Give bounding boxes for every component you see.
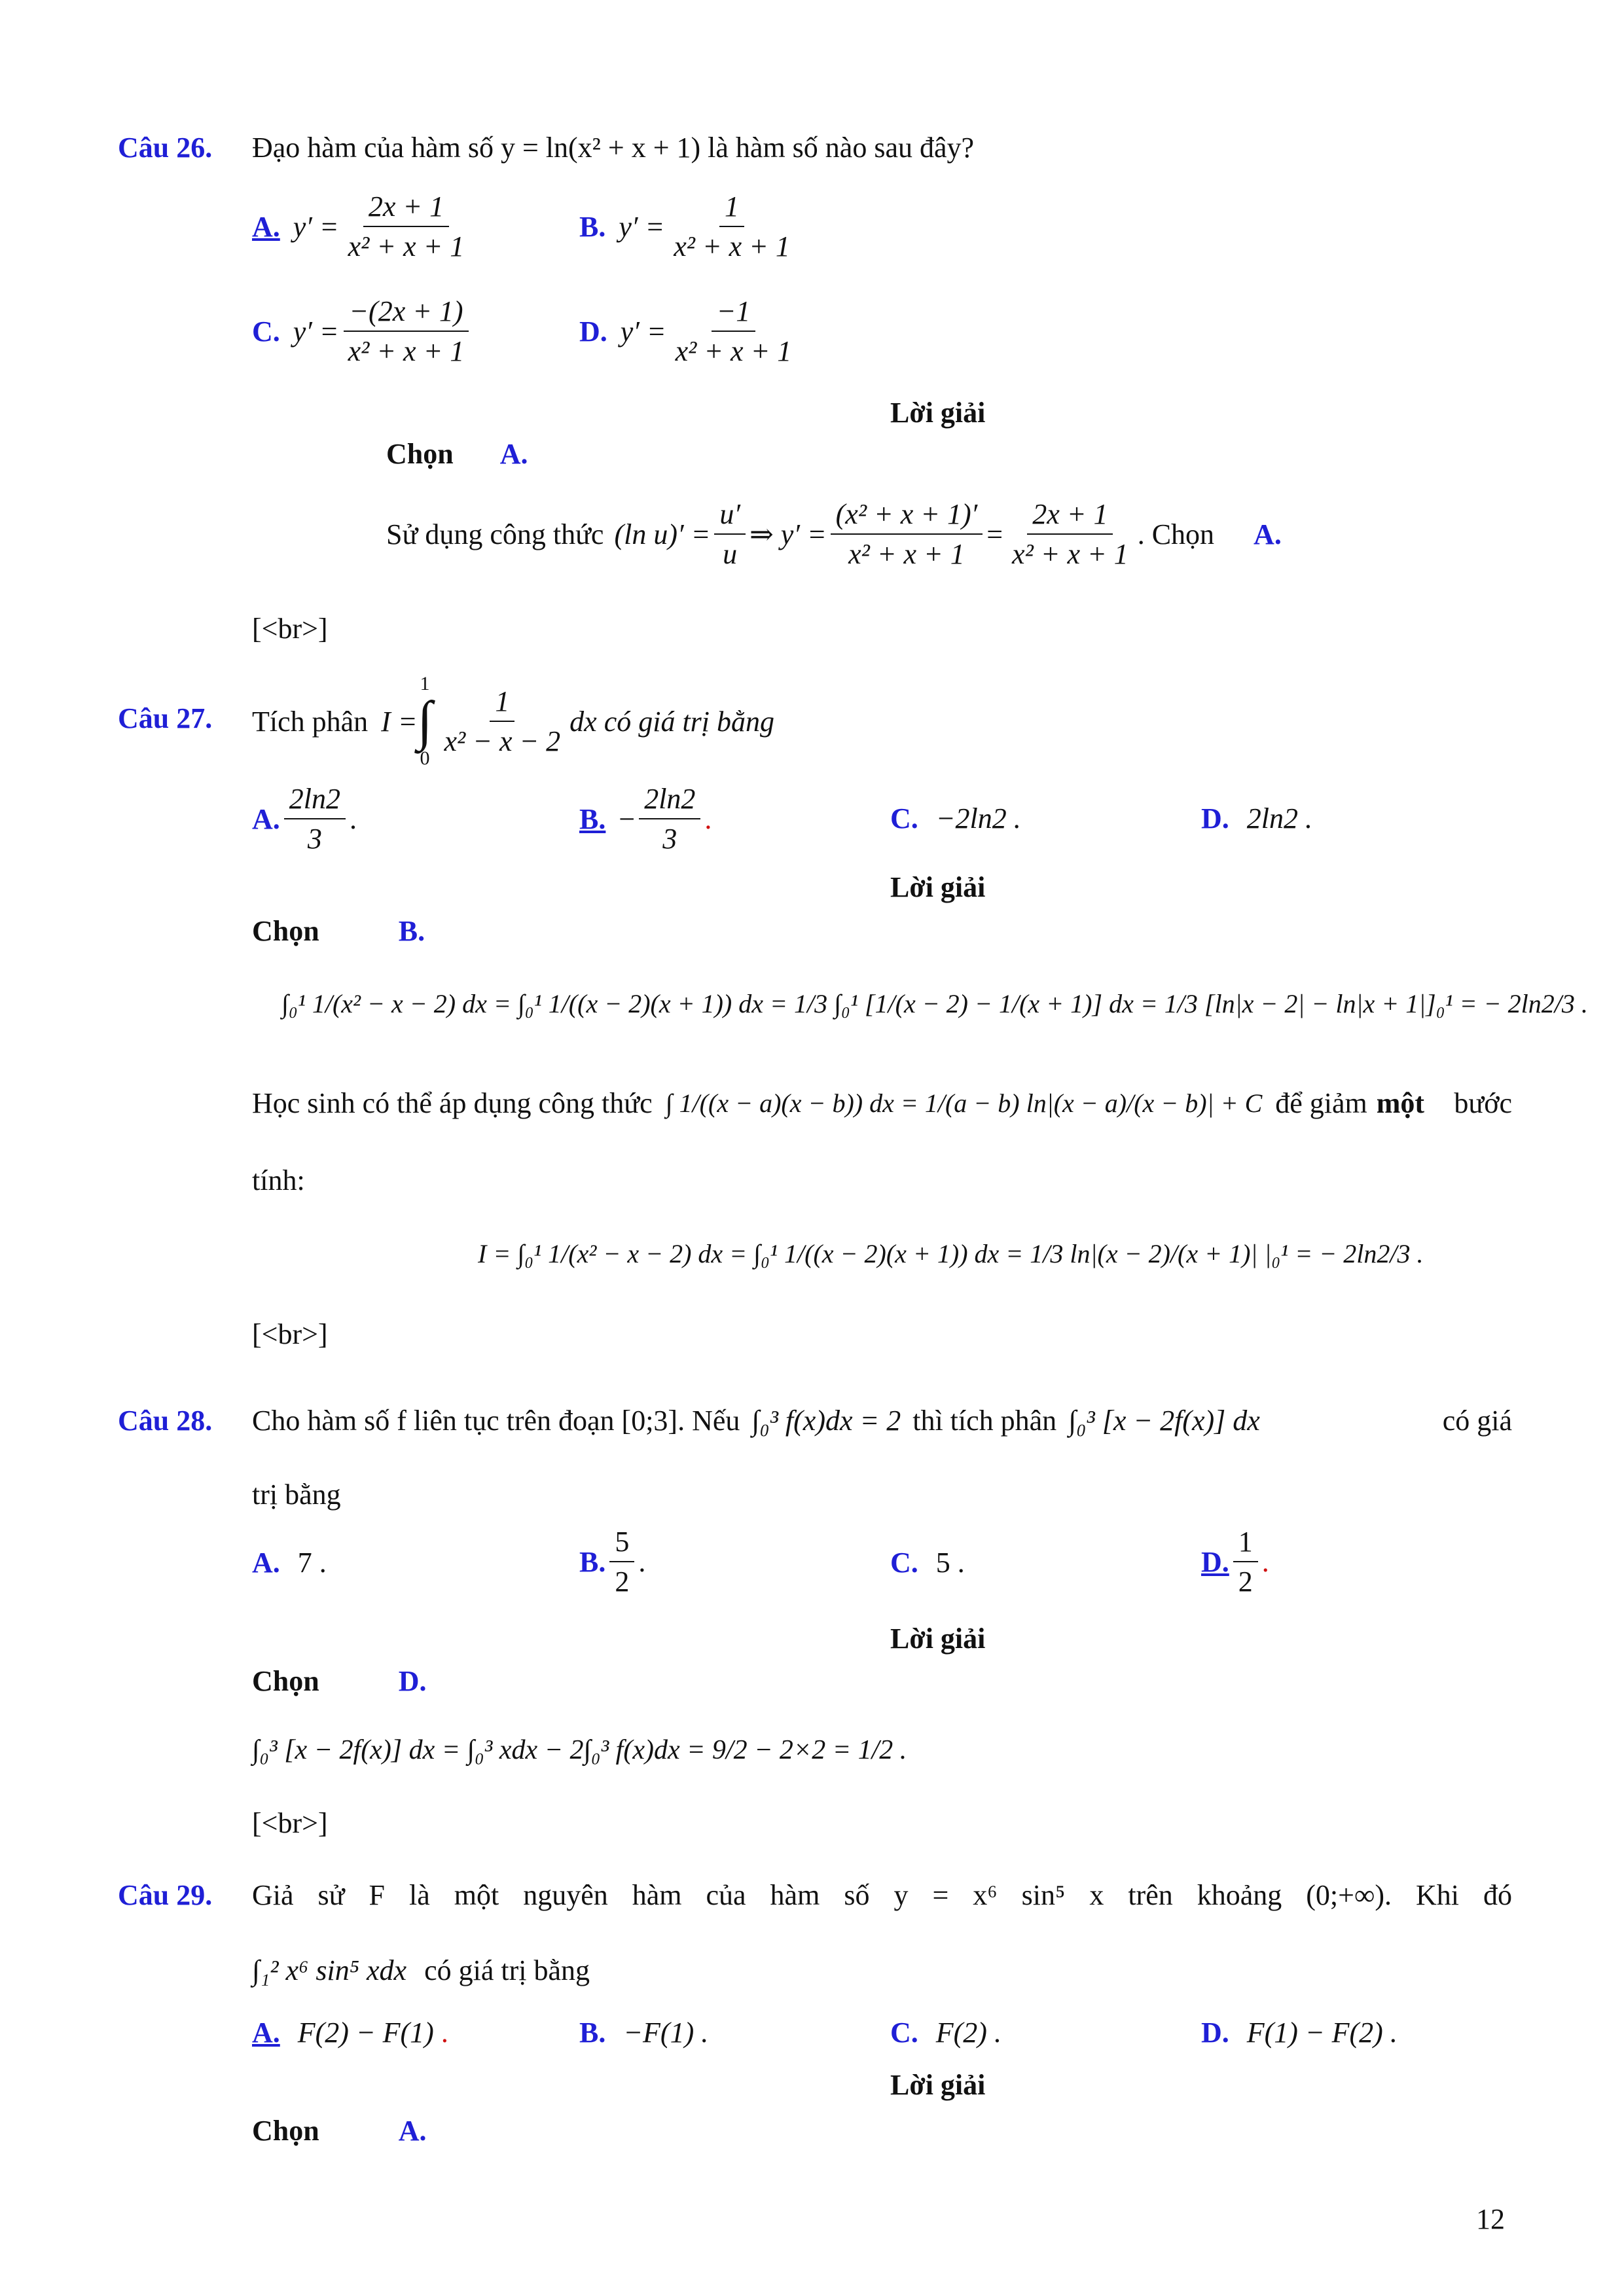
denominator: 2 <box>1238 1566 1253 1598</box>
question-26-stem: Đạo hàm của hàm số y = ln(x² + x + 1) là hàm số nào sau đây? <box>252 132 975 164</box>
question-26-answer <box>386 437 528 471</box>
question-26-label: Câu 26. <box>118 132 213 164</box>
option-fraction <box>609 1525 634 1598</box>
option-letter: D. <box>1201 2017 1229 2049</box>
lower-limit: 0 <box>420 747 430 769</box>
question-29-label: Câu 29. <box>118 1879 213 1911</box>
option-fraction <box>343 190 470 263</box>
stem-fraction <box>439 685 566 758</box>
numerator: 2ln2 <box>284 782 346 819</box>
option-prefix: − <box>619 802 636 835</box>
page-number: 12 <box>1476 2203 1505 2235</box>
question-26-option-a <box>252 190 473 263</box>
question-28-option-b <box>579 1525 645 1598</box>
option-fraction <box>1233 1525 1258 1598</box>
upper-limit: 1 <box>420 673 430 694</box>
option-suffix: . <box>1261 1545 1269 1578</box>
numerator: (x² + x + 1)′ <box>831 497 983 535</box>
question-28-solution-title: Lời giải <box>890 1623 986 1655</box>
question-26-formula <box>386 497 1282 571</box>
tip-text: bước <box>1454 1087 1512 1119</box>
stem-text: Giả sử F là một nguyên hàm của hàm số y = x⁶ sin⁵ x trên khoảng (0;+∞). Khi đó <box>252 1879 1512 1911</box>
formula-u-fraction <box>714 497 746 571</box>
question-27-solution-line-1: ∫₀¹ 1/(x² − x − 2) dx = ∫₀¹ 1/((x − 2)(x + 1)) dx = 1/3 ∫₀¹ [1/(x − 2) − 1/(x + 1)] dx = 1/3 [ln|x − 2| − ln|x + 1|]₀¹ = − 2ln2/3 . <box>281 989 1588 1018</box>
option-letter: C. <box>890 2017 918 2049</box>
question-29-option-a <box>252 2016 448 2049</box>
question-29-answer <box>252 2114 427 2147</box>
option-letter: A. <box>252 1547 280 1579</box>
denominator: x² − x − 2 <box>444 725 561 757</box>
numerator: 2x + 1 <box>1027 497 1113 535</box>
option-letter: B. <box>579 2017 606 2049</box>
option-text: 5 . <box>935 1547 965 1579</box>
option-text: F(2) . <box>935 2017 1001 2049</box>
stem-text: có giá <box>1442 1405 1512 1437</box>
tip-formula: ∫ 1/((x − a)(x − b)) dx = 1/(a − b) ln|(x − a)/(x − b)| + C <box>665 1088 1263 1118</box>
option-letter: B. <box>579 802 606 835</box>
formula-equals: = <box>986 518 1003 550</box>
numerator: 2x + 1 <box>363 190 449 227</box>
formula-answer: A. <box>1254 518 1282 550</box>
answer-letter: B. <box>398 915 425 947</box>
option-letter: D. <box>1201 802 1229 834</box>
choose-label: Chọn <box>252 2115 319 2147</box>
option-letter: A. <box>252 210 280 243</box>
denominator: x² + x + 1 <box>348 230 465 262</box>
formula-prefix: Sử dụng công thức <box>386 518 604 550</box>
option-letter: A. <box>252 802 280 835</box>
option-text: 2ln2 . <box>1246 802 1313 834</box>
denominator: x² + x + 1 <box>1012 538 1128 570</box>
stem-integral: ∫₀³ [x − 2f(x)] dx <box>1068 1405 1260 1437</box>
choose-label: Chọn <box>252 1665 319 1697</box>
choose-label: Chọn <box>252 915 319 947</box>
question-28-option-c <box>890 1546 965 1579</box>
option-text: y′ = <box>620 315 666 348</box>
stem-integral: ∫₀³ f(x)dx = 2 <box>751 1405 901 1437</box>
formula-lhs: (ln u)′ = <box>614 518 711 550</box>
numerator: 1 <box>1233 1525 1258 1562</box>
question-27-tip <box>252 1086 1512 1120</box>
numerator: 2ln2 <box>639 782 700 819</box>
option-text: 7 . <box>297 1547 327 1579</box>
option-letter: C. <box>252 315 280 348</box>
question-29-stem <box>252 1878 1512 1912</box>
stem-tail: dx có giá trị bằng <box>569 705 775 738</box>
numerator: −(2x + 1) <box>344 295 468 332</box>
option-text: F(1) − F(2) . <box>1246 2017 1398 2049</box>
option-text: y′ = <box>293 210 339 243</box>
question-27-stem <box>252 674 774 768</box>
answer-letter: A. <box>499 438 528 470</box>
question-28-option-d <box>1201 1525 1269 1598</box>
question-27-option-d <box>1201 802 1312 835</box>
denominator: u <box>723 538 738 570</box>
denominator: 3 <box>307 823 322 855</box>
formula-fraction-2 <box>1007 497 1134 571</box>
question-27-answer <box>252 914 425 948</box>
question-27-break: [<br>] <box>252 1318 328 1350</box>
stem-text: có giá trị bằng <box>424 1954 590 1986</box>
question-26-break: [<br>] <box>252 613 328 645</box>
numerator: 1 <box>490 685 514 722</box>
denominator: x² + x + 1 <box>675 335 792 367</box>
question-27-tinh: tính: <box>252 1164 305 1196</box>
stem-text: Cho hàm số f liên tục trên đoạn [0;3]. Nếu <box>252 1405 740 1437</box>
option-letter: D. <box>1201 1545 1229 1578</box>
question-27-option-b <box>579 782 712 855</box>
denominator: 3 <box>662 823 677 855</box>
choose-label: Chọn <box>386 438 454 470</box>
stem-integral-lhs: I = <box>381 705 418 738</box>
option-suffix: . <box>350 802 357 835</box>
option-letter: A. <box>252 2017 280 2049</box>
numerator: 1 <box>719 190 744 227</box>
question-28-option-a <box>252 1546 327 1579</box>
option-text: −2ln2 . <box>935 802 1021 834</box>
formula-fraction-1 <box>831 497 983 571</box>
question-26-option-b <box>579 190 799 263</box>
question-27-solution-line-2: I = ∫₀¹ 1/(x² − x − 2) dx = ∫₀¹ 1/((x − 2)(x + 1)) dx = 1/3 ln|(x − 2)/(x + 1)| |₀¹ = − 2ln2/3 . <box>478 1239 1424 1268</box>
question-29-option-d <box>1201 2016 1398 2049</box>
denominator: x² + x + 1 <box>848 538 965 570</box>
question-26-option-c <box>252 295 473 368</box>
option-fraction <box>343 295 470 368</box>
numerator: 5 <box>609 1525 634 1562</box>
option-fraction <box>639 782 700 855</box>
question-27-option-c <box>890 802 1021 835</box>
question-26-option-d <box>579 295 801 368</box>
question-29-option-c <box>890 2016 1001 2049</box>
question-27-label: Câu 27. <box>118 702 213 734</box>
question-29-option-b <box>579 2016 708 2049</box>
option-fraction <box>284 782 346 855</box>
question-27-solution-title: Lời giải <box>890 871 986 903</box>
option-text: y′ = <box>619 210 665 243</box>
option-text: F(2) − F(1) <box>297 2017 434 2049</box>
option-text: −F(1) . <box>623 2017 709 2049</box>
tip-text: Học sinh có thể áp dụng công thức <box>252 1087 653 1119</box>
question-28-solution-line-1: ∫₀³ [x − 2f(x)] dx = ∫₀³ xdx − 2∫₀³ f(x)dx = 9/2 − 2×2 = 1/2 . <box>252 1735 907 1765</box>
question-28-stem <box>252 1404 1512 1437</box>
question-27-option-a <box>252 782 357 855</box>
formula-arrow: ⇒ y′ = <box>749 518 827 550</box>
option-fraction <box>668 190 795 263</box>
stem-text: thì tích phân <box>912 1405 1057 1437</box>
stem-integral: ∫₁² x⁶ sin⁵ xdx <box>252 1954 407 1986</box>
tip-bold-text: một <box>1376 1087 1425 1119</box>
option-suffix: . <box>441 2017 448 2049</box>
question-28-stem-cont: trị bằng <box>252 1479 341 1511</box>
question-28-break: [<br>] <box>252 1807 328 1839</box>
numerator: −1 <box>712 295 756 332</box>
option-letter: B. <box>579 1545 606 1578</box>
option-suffix: . <box>704 802 712 835</box>
option-text: y′ = <box>293 315 339 348</box>
option-letter: D. <box>579 315 607 348</box>
question-29-stem-cont <box>252 1954 590 1987</box>
formula-tail: . Chọn <box>1137 518 1215 550</box>
integral-icon: 1 ∫ 0 <box>417 673 433 769</box>
option-fraction <box>670 295 797 368</box>
denominator: 2 <box>615 1566 630 1598</box>
question-28-answer <box>252 1664 427 1698</box>
stem-text: Tích phân <box>252 705 369 738</box>
numerator: u′ <box>714 497 746 535</box>
option-letter: B. <box>579 210 606 243</box>
tip-text: để giảm <box>1275 1087 1367 1119</box>
denominator: x² + x + 1 <box>348 335 465 367</box>
denominator: x² + x + 1 <box>674 230 790 262</box>
question-29-solution-title: Lời giải <box>890 2069 986 2101</box>
option-suffix: . <box>638 1545 646 1578</box>
option-letter: C. <box>890 802 918 834</box>
option-letter: C. <box>890 1547 918 1579</box>
answer-letter: D. <box>398 1665 427 1697</box>
question-26-solution-title: Lời giải <box>890 397 986 429</box>
question-28-label: Câu 28. <box>118 1405 213 1437</box>
answer-letter: A. <box>398 2115 427 2147</box>
